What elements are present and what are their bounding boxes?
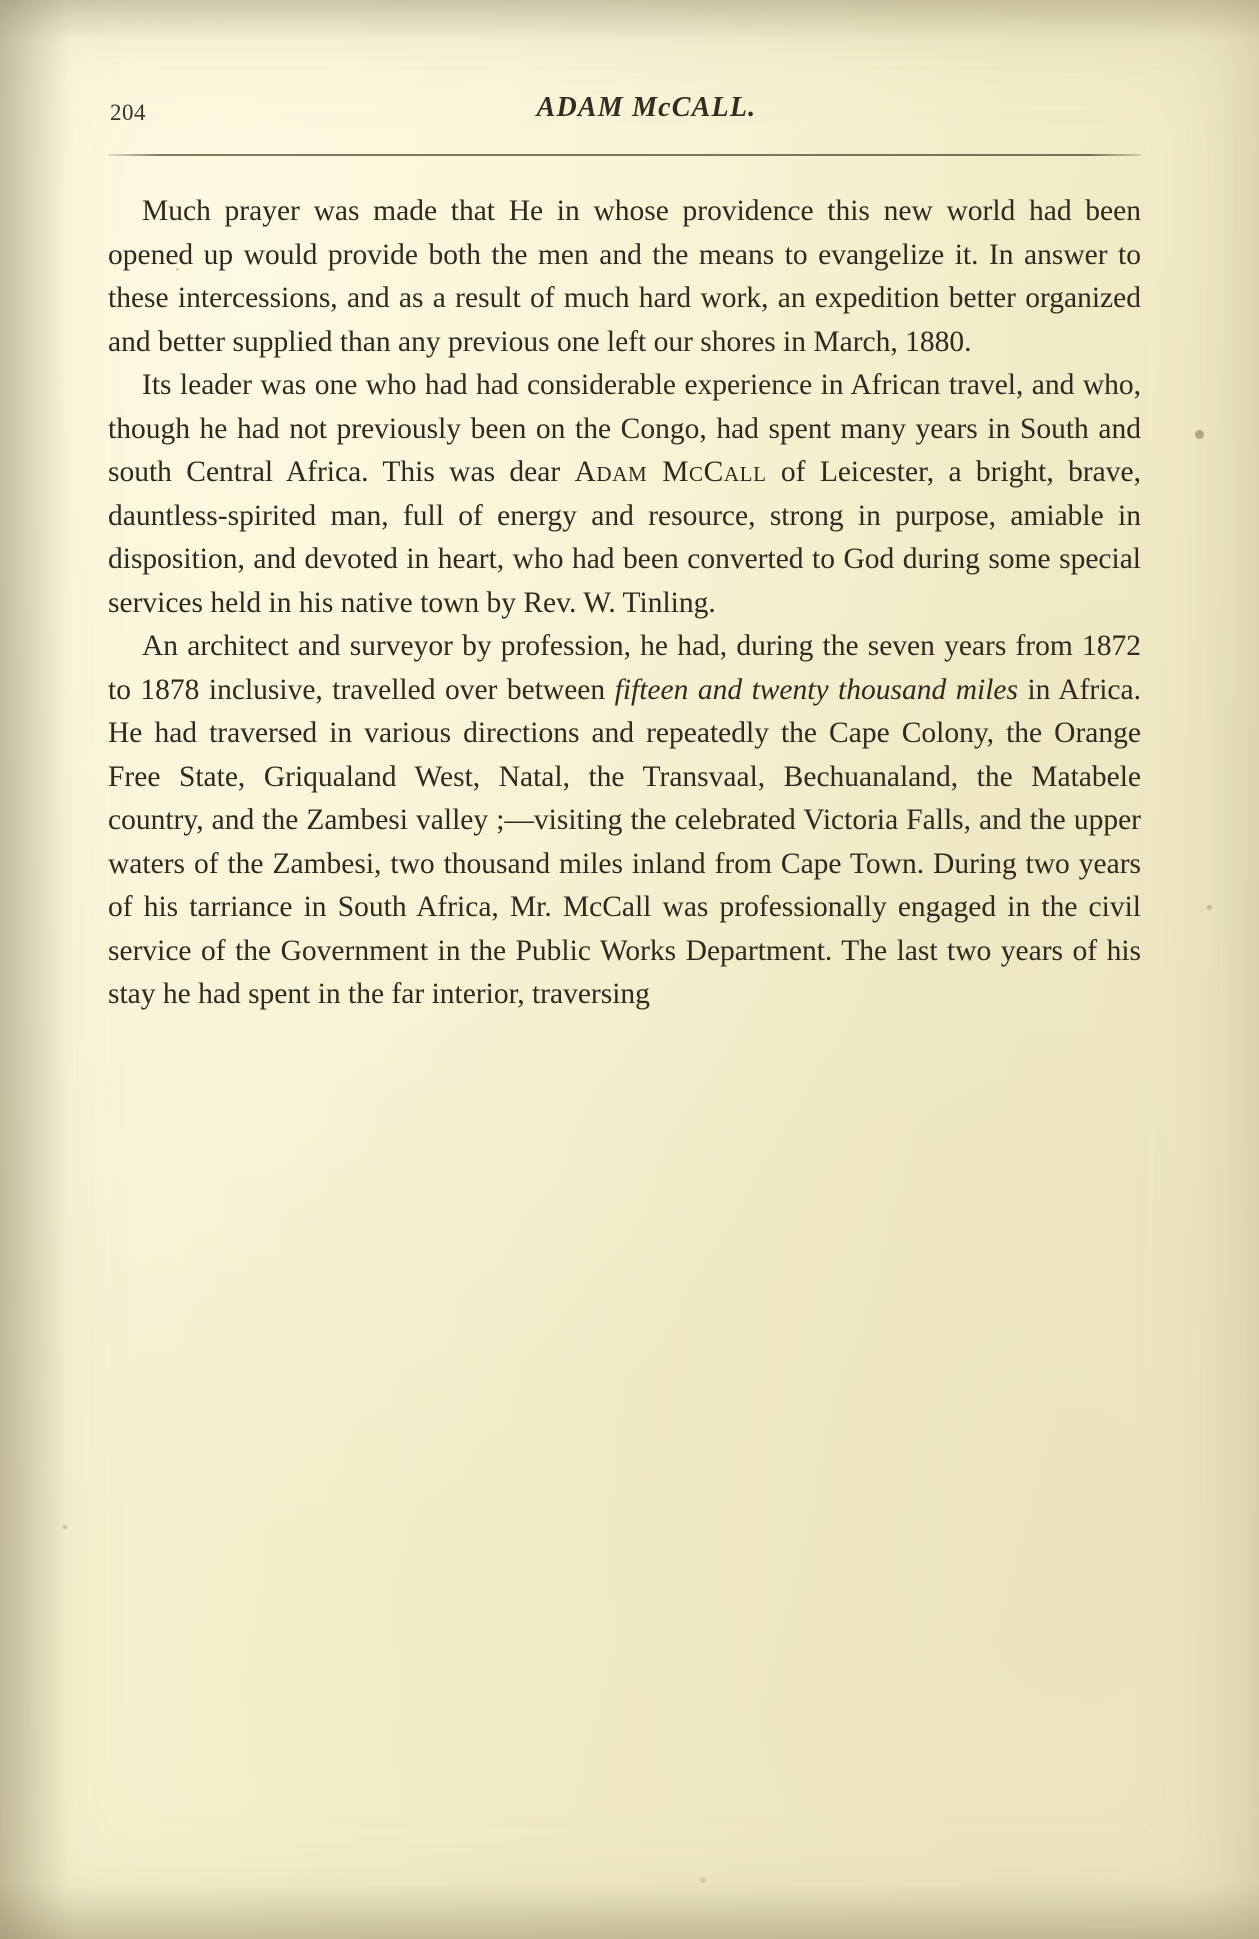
text-run-small-caps: Adam McCall: [574, 456, 767, 488]
body-text: [108, 190, 1141, 1017]
header-rule: [108, 154, 1141, 156]
paragraph-3: [108, 625, 1141, 1017]
text-run: An architect and surveyor by profession, he had, during the seven years from 1872 to 1878 inclusive, travelled over between: [108, 630, 1141, 706]
text-run: of Leicester, a bright, brave, dauntless-spirited man, full of energy and resource, strong in purpose, amiable in disposition, and devoted in heart, who had been converted to God during some special services held in his native town by Rev. W. Tinling.: [108, 456, 1141, 619]
paragraph-2: [108, 364, 1141, 625]
running-head: ADAM McCALL.: [536, 92, 757, 123]
text-run-italic: fifteen and twenty thousand miles: [614, 673, 1018, 706]
text-run: Much prayer was made that He in whose providence this new world had been opened up would provide both the men and the means to evangelize it. In answer to these intercessions, and as a result of much hard work, an expedition better organized and better supplied than any previous one left our shores in March, 1880.: [108, 195, 1141, 358]
page-number: 204: [110, 100, 146, 125]
text-run: in Africa. He had traversed in various directions and repeatedly the Cape Colony, the Orange Free State, Griqualand West, Natal, the Transvaal, Bechuanaland, the Matabele country, and the Zambesi valley ;—visiting the celebrated Victoria Falls, and the upper waters of the Zambesi, two thousand miles inland from Cape Town. During two years of his tarriance in South Africa, Mr. McCall was professionally engaged in the civil service of the Government in the Public Works Department. The last two years of his stay he had spent in the far interior, traversing: [108, 673, 1141, 1010]
page-header: [108, 92, 1141, 144]
paragraph-1: [108, 190, 1141, 364]
text-run: Its leader was one who had had considerable experience in African travel, and who, though he had not previously been on the Congo, had spent many years in South and south Central Africa. This was dear: [108, 369, 1141, 488]
